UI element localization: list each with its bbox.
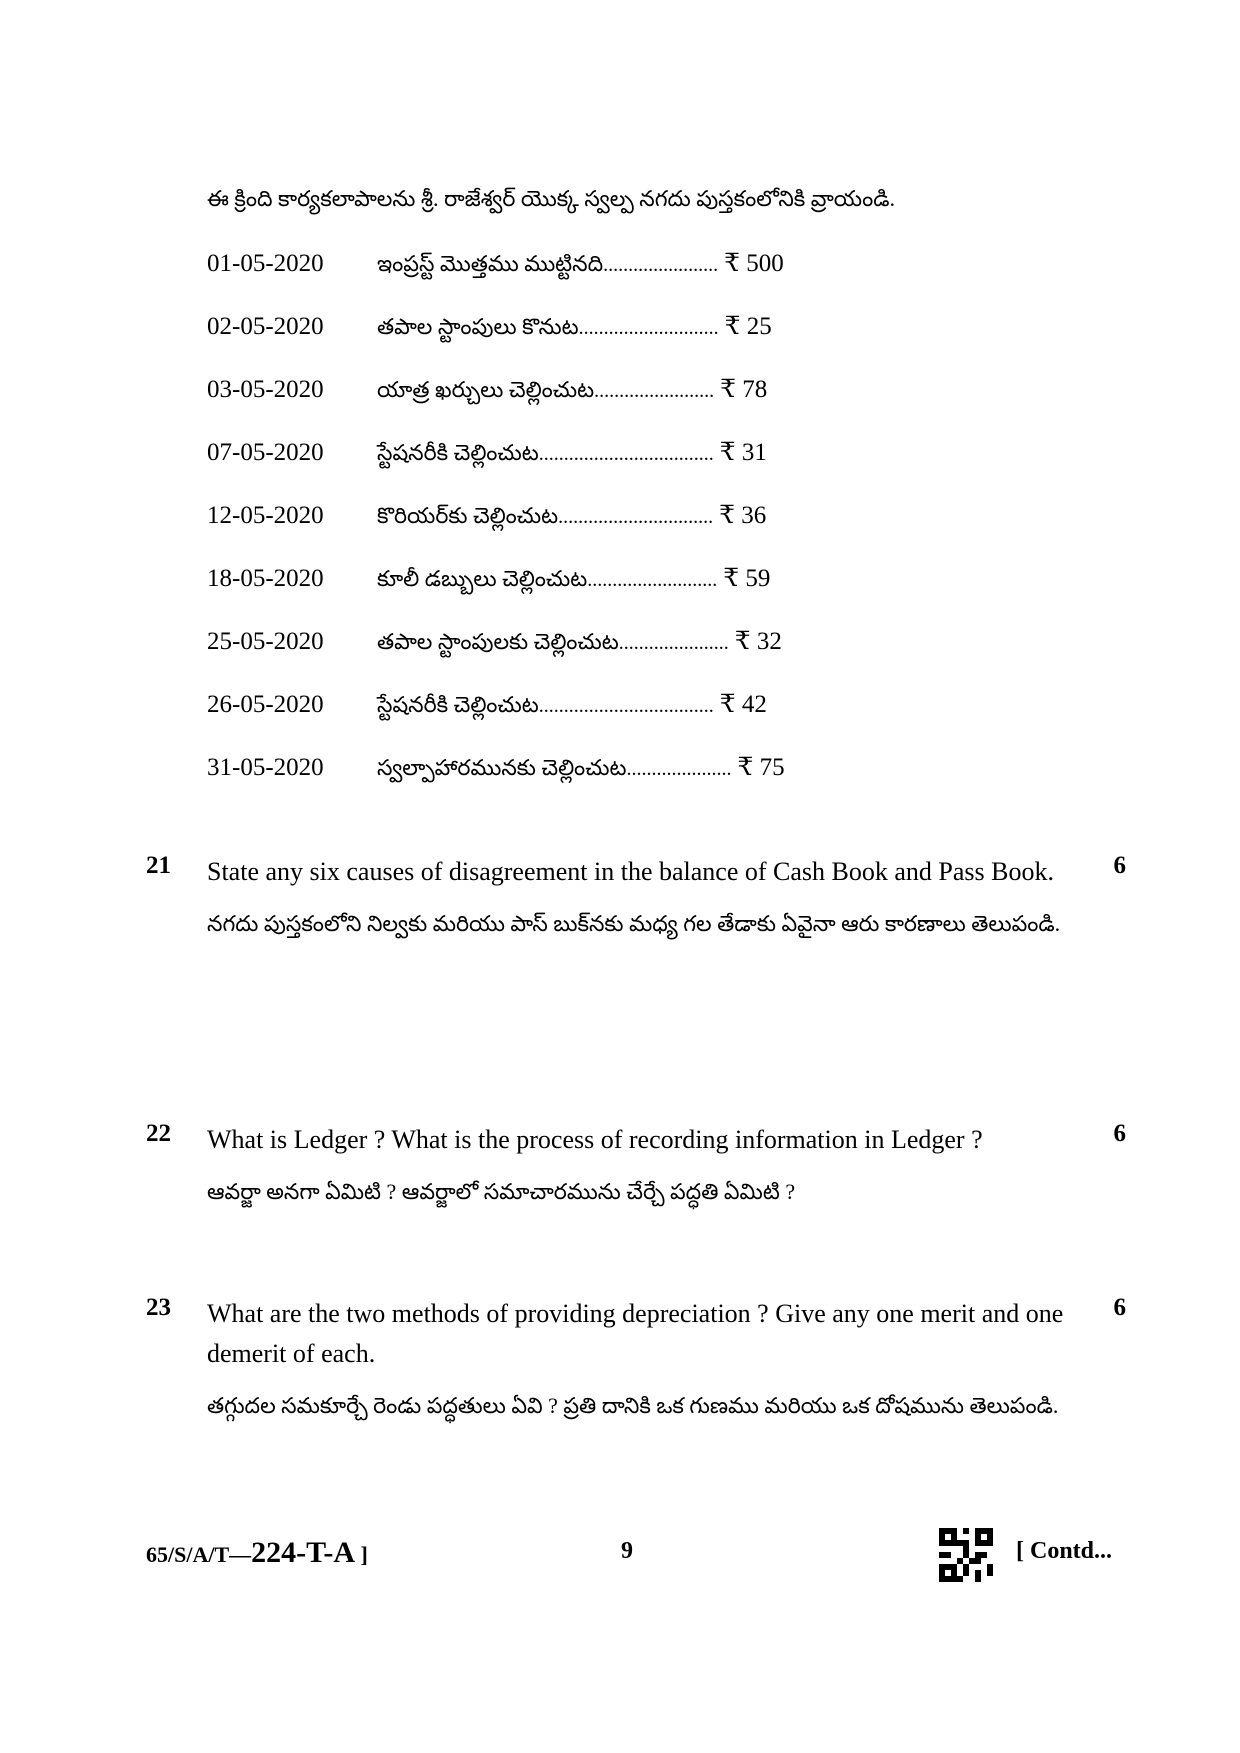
transaction-description: తపాల స్టాంపులు కొనుట [377, 314, 579, 339]
question-21 [146, 852, 1126, 950]
transaction-description: స్టేషనరీకి చెల్లించుట [377, 440, 539, 465]
transaction-description: స్టేషనరీకి చెల్లించుట [377, 692, 539, 717]
transaction-description: స్వల్పాహారమునకు చెల్లించుట [377, 755, 627, 780]
transaction-amount: ₹ 59 [723, 565, 771, 592]
transaction-amount: ₹ 25 [724, 313, 772, 340]
qr-code-icon [939, 1528, 993, 1582]
question-body [207, 852, 1067, 950]
leader-dots: ....................... [603, 254, 719, 276]
transaction-date: 02-05-2020 [207, 313, 324, 340]
transaction-list [207, 248, 907, 815]
transaction-description: కూలీ డబ్బులు చెల్లించుట [377, 566, 588, 591]
question-text-telugu: నగదు పుస్తకంలోని నిల్వకు మరియు పాస్ బుక్‌నకు మధ్య గల తేడాకు ఏవైనా ఆరు కారణాలు తెలుపండి. [207, 911, 1061, 936]
transaction-amount: ₹ 36 [719, 502, 767, 529]
transaction-row [207, 563, 907, 626]
transaction-description: యాత్ర ఖర్చులు చెల్లించుట [377, 377, 595, 402]
leader-dots: ............................ [578, 317, 719, 339]
question-text-telugu: ఆవర్జా అనగా ఏమిటి ? ఆవర్జాలో సమాచారమును చేర్చే పద్ధతి ఏమిటి ? [207, 1179, 796, 1204]
transaction-date: 12-05-2020 [207, 502, 324, 529]
paper-code-suffix: ] [355, 1542, 368, 1567]
leader-dots: ............................... [558, 506, 714, 528]
question-number: 22 [146, 1120, 171, 1147]
transaction-description: తపాల స్టాంపులకు చెల్లించుట [377, 629, 619, 654]
transaction-date: 03-05-2020 [207, 376, 324, 403]
question-body [207, 1120, 1067, 1218]
transaction-row [207, 752, 907, 815]
transaction-date: 26-05-2020 [207, 691, 324, 718]
transaction-date: 07-05-2020 [207, 439, 324, 466]
page-number: 9 [621, 1538, 633, 1564]
transaction-amount: ₹ 75 [737, 754, 785, 781]
transaction-amount: ₹ 31 [719, 439, 767, 466]
transaction-description: కొరియర్‌కు చెల్లించుట [377, 503, 559, 528]
paper-code-prefix: 65/S/A/T— [146, 1542, 252, 1567]
leader-dots: ................................... [538, 695, 714, 717]
question-text-english: What is Ledger ? What is the process of recording information in Ledger ? [207, 1125, 983, 1154]
transaction-row [207, 374, 907, 437]
transaction-amount: ₹ 32 [734, 628, 782, 655]
transaction-amount: ₹ 42 [719, 691, 767, 718]
question-text-telugu: తగ్గుదల సమకూర్చే రెండు పద్ధతులు ఏవి ? ప్రతి దానికి ఒక గుణము మరియు ఒక దోషమును తెలుపండి. [207, 1393, 1059, 1418]
transaction-description: ఇంప్రస్ట్ మొత్తము ముట్టినది [377, 251, 604, 276]
leader-dots: ................................... [538, 443, 714, 465]
leader-dots: .......................... [587, 569, 718, 591]
leader-dots: ........................ [594, 380, 715, 402]
page-footer [146, 1528, 1126, 1588]
question-marks: 6 [1113, 1120, 1126, 1147]
question-22 [146, 1120, 1126, 1218]
transaction-date: 31-05-2020 [207, 754, 324, 781]
question-marks: 6 [1113, 852, 1126, 879]
question-text-english: State any six causes of disagreement in the balance of Cash Book and Pass Book. [207, 857, 1054, 886]
paper-code-main: 224-T-A [251, 1536, 356, 1569]
instruction-text: ఈ క్రింది కార్యకలాపాలను శ్రీ. రాజేశ్వర్ యొక్క స్వల్ప నగదు పుస్తకంలోనికి వ్రాయండి. [207, 186, 896, 211]
transaction-date: 01-05-2020 [207, 250, 324, 277]
question-marks: 6 [1113, 1294, 1126, 1321]
transaction-date: 25-05-2020 [207, 628, 324, 655]
transaction-row [207, 437, 907, 500]
leader-dots: ..................... [626, 758, 732, 780]
transaction-row [207, 248, 907, 311]
transaction-row [207, 689, 907, 752]
transaction-amount: ₹ 500 [724, 250, 784, 277]
transaction-amount: ₹ 78 [720, 376, 768, 403]
question-number: 21 [146, 852, 171, 879]
transaction-date: 18-05-2020 [207, 565, 324, 592]
question-body [207, 1294, 1067, 1432]
continued-label: [ Contd... [1016, 1538, 1113, 1564]
question-text-english: What are the two methods of providing depreciation ? Give any one merit and one demerit of each. [207, 1299, 1064, 1368]
question-number: 23 [146, 1294, 171, 1321]
transaction-row [207, 626, 907, 689]
paper-code [146, 1536, 368, 1570]
transaction-row [207, 500, 907, 563]
leader-dots: ...................... [618, 632, 729, 654]
question-23 [146, 1294, 1126, 1432]
transaction-row [207, 311, 907, 374]
